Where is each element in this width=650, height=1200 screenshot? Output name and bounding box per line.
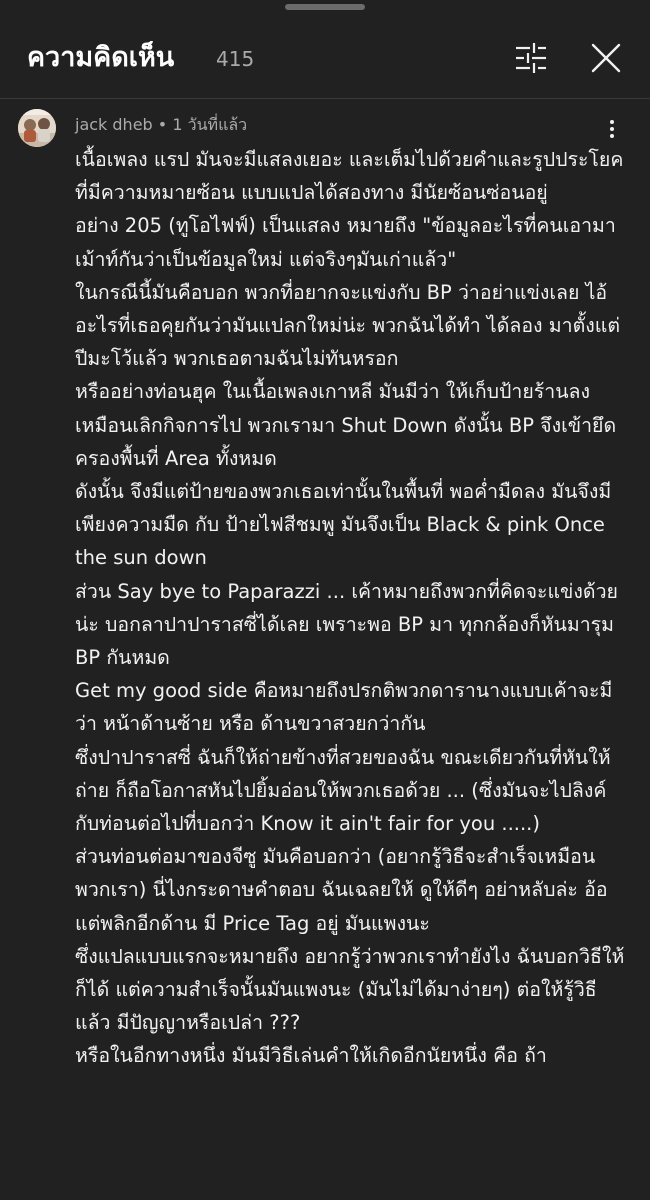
comment-meta (75, 114, 247, 136)
comment-paragraph: ซึ่งแปลแบบแรกจะหมายถึง อยากรู้ว่าพวกเราทำยังไง ฉันบอกวิธีให้ก็ได้ แต่ความสำเร็จนั้นมันแพงนะ (มันไม่ได้มาง่ายๆ) ต่อให้รู้วิธีแล้ว มีปัญญาหรือเปล่า ??? (75, 944, 625, 1035)
sliders-icon[interactable] (513, 40, 549, 76)
avatar[interactable] (18, 109, 56, 147)
comment-paragraph: ในกรณีนี้มันคือบอก พวกที่อยากจะแข่งกับ BP ว่าอย่าแข่งเลย ไอ้อะไรที่เธอคุยกันว่ามันแปลกใหม่น่ะ พวกฉันได้ทำ ได้ลอง มาตั้งแต่ปีมะโว้แล้ว พวกเธอตามฉันไม่ทันหรอก (75, 280, 620, 371)
comment-paragraph: อย่าง 205 (ทูโอไฟฟ์) เป็นแสลง หมายถึง "ข้อมูลอะไรที่คนเอามาเม้าท์กันว่าเป็นข้อมูลใหม่ แต่จริงๆมันเก่าแล้ว" (75, 214, 616, 271)
comment-paragraph: Get my good side คือหมายถึงปรกติพวกดารานางแบบเค้าจะมีว่า หน้าด้านซ้าย หรือ ด้านขวาสวยกว่ากัน (75, 679, 613, 736)
comment-paragraph: ส่วน Say bye to Paparazzi ... เค้าหมายถึงพวกที่คิดจะแข่งด้วยน่ะ บอกลาปาปาราสซี่ได้เลย เพราะพอ BP มา ทุกกล้องก็หันมารุม BP กันหมด (75, 579, 618, 670)
comment-paragraph: เนื้อเพลง แรป มันจะมีแสลงเยอะ และเต็มไปด้วยคำและรูปประโยคที่มีความหมายซ้อน แบบแปลได้สองทาง มีนัยซ้อนซ่อนอยู่ (75, 148, 624, 205)
comment-paragraph: ส่วนท่อนต่อมาของจีซู มันคือบอกว่า (อยากรู้วิธีจะสำเร็จเหมือนพวกเรา) นี่ไงกระดาษคำตอบ ฉันเฉลยให้ ดูให้ดีๆ อย่าหลับล่ะ อ้อ แต่พลิกอีกด้าน มี Price Tag อยู่ มันแพงนะ (75, 845, 608, 935)
comment-paragraph: หรืออย่างท่อนฮุค ในเนื้อเพลงเกาหลี มันมีว่า ให้เก็บป้ายร้านลง เหมือนเลิกกิจการไป พวกเรามา Shut Down ดังนั้น BP จึงเข้ายึดครองพื้นที่ Area ทั้งหมด (75, 380, 617, 470)
comment-item (0, 99, 650, 1200)
comments-title: ความคิดเห็น (27, 42, 175, 73)
comments-count: 415 (216, 47, 255, 71)
avatar-image (18, 109, 56, 147)
comment-paragraph: หรือในอีกทางหนึ่ง มันมีวิธีเล่นคำให้เกิดอีกนัยหนึ่ง คือ ถ้า (75, 1044, 547, 1068)
comment-paragraph: ดังนั้น จึงมีแต่ป้ายของพวกเธอเท่านั้นในพื้นที่ พอค่ำมืดลง มันจึงมีเพียงความมืด กับ ป้ายไฟสีชมพู มันจึงเป็น Black & pink Once the sun down (75, 480, 612, 570)
comment-time: 1 วันที่แล้ว (172, 115, 248, 134)
close-icon[interactable] (588, 40, 624, 76)
comments-header (0, 0, 650, 99)
comment-author[interactable]: jack dheb (75, 115, 153, 134)
more-vertical-icon[interactable] (600, 117, 624, 141)
comment-paragraph: ซึ่งปาปาราสซี่ ฉันก็ให้ถ่ายข้างที่สวยของฉัน ขณะเดียวกันที่หันให้ถ่าย ก็ถือโอกาสหันไปยิ้มอ่อนให้พวกเธอด้วย ... (ซึ่งมันจะไปลิงค์กับท่อนต่อไปที่บอกว่า Know it ain't fair for you .....) (75, 745, 611, 836)
meta-separator: • (157, 115, 168, 134)
comment-text (75, 143, 625, 1073)
